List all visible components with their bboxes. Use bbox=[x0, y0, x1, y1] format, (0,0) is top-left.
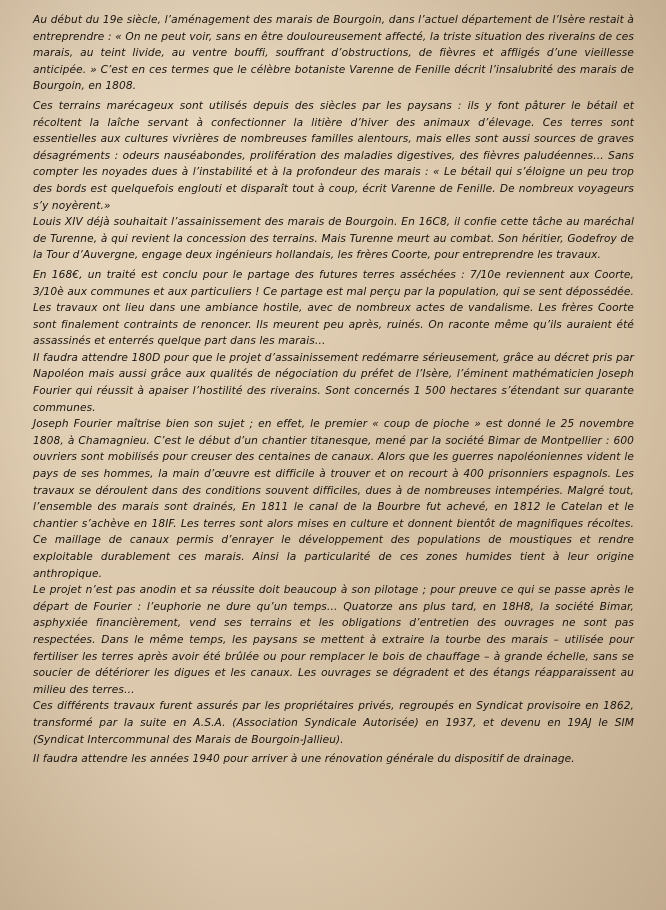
paragraph-treaty: En 168€, un traité est conclu pour le partage des futures terres asséchées : 7/10e reviennent aux Coorte, 3/10è aux communes et aux particuliers ! Ce partage est mal perçu par la population, qui se sent dépossédée. Les travaux ont lieu dans une ambiance hostile, avec de nombreux actes de vandalisme. Les frères Coorte sont finalement contraints de renoncer. Ils meurent peu après, ruinés. On raconte même qu’ils auraient été assassinés et enterrés quelque part dans les marais… bbox=[33, 268, 634, 348]
paragraph-renovation: Il faudra attendre les années 1940 pour arriver à une rénovation générale du dispositif de drainage. bbox=[33, 753, 575, 766]
paragraph-louis-xiv: Louis XIV déjà souhaitait l’assainissement des marais de Bourgoin. En 16C8, il confie cette tâche au maréchal de Turenne, à qui revient la concession des terrains. Mais Turenne meurt au combat. Son héritier, Godefroy de la Tour d’Auvergne, engage deux ingénieurs hollandais, les frères Coorte, pour entreprendre les travaux. bbox=[33, 216, 634, 262]
paragraph-decline: Le projet n’est pas anodin et sa réussite doit beaucoup à son pilotage ; pour preuve ce qui se passe après le départ de Fourier : l’euphorie ne dure qu’un temps… Quatorze ans plus tard, en 18H8, la société Bimar, asphyxiée financièrement, vend ses terrains et les obligations d’entretien des ouvrages ne sont pas respectées. Dans le même temps, les paysans se mettent à extraire la tourbe des marais – utilisée pour fertiliser les terres après avoir été brûlée ou pour remplacer le bois de chauffage – à grande échelle, sans se soucier de détériorer les digues et les canaux. Les ouvrages se dégradent et des étangs réapparaissent au milieu des terres… bbox=[33, 584, 634, 696]
paragraph-marshland-use: Ces terrains marécageux sont utilisés depuis des siècles par les paysans : ils y font pâturer le bétail et récoltent la laîche servant à confectionner la litière d’hiver des animaux d’élevage. Ces terres sont essentielles aux cultures vivrières de nombreuses familles alentours, mais elles sont aussi sources de graves désagréments : odeurs nauséabondes, prolifération des maladies digestives, des fièvres paludéennes… Sans compter les noyades dues à l’instabilité et à la profondeur des marais : « Le bétail qui s’éloigne un peu trop des bords est quelquefois englouti et disparaît tout à coup, écrit Varenne de Fenille. De nombreux voyageurs s’y noyèrent.» bbox=[33, 99, 634, 212]
paragraph-fourier-project: Il faudra attendre 180D pour que le projet d’assainissement redémarre sérieusement, grâce au décret pris par Napoléon mais aussi grâce aux qualités de négociation du préfet de l’Isère, l’éminent mathématicien Joseph Fourier qui réussit à apaiser l’hostilité des riverains. Sont concernés 1 500 hectares s’étendant sur quarante communes. bbox=[33, 351, 634, 414]
paragraph-construction: Joseph Fourier maîtrise bien son sujet ; en effet, le premier « coup de pioche » est donné le 25 novembre 1808, à Chamagnieu. C’est le début d’un chantier titanesque, mené par la société Bimar de Montpellier : 600 ouvriers sont mobilisés pour creuser des centaines de canaux. Alors que les guerres napoléoniennes vident le pays de ses hommes, la main d’œuvre est difficile à trouver et on recourt à 400 prisonniers espagnols. Les travaux se déroulent dans des conditions souvent difficiles, dues à de nombreuses intempéries. Malgré tout, l’ensemble des marais sont drainés, En 1811 le canal de la Bourbre fut achevé, en 1812 le Catelan et le chantier s’achève en 18IF. Les terres sont alors mises en culture et donnent bientôt de magnifiques récoltes. Ce maillage de canaux permis d’enrayer le développement des populations de moustiques et rendre exploitable durablement ces marais. Ainsi la particularité de ces zones humides tient à leur origine anthropique. bbox=[33, 418, 634, 580]
paragraph-intro: Au début du 19e siècle, l’aménagement des marais de Bourgoin, dans l’actuel département de l’Isère restait à entreprendre : « On ne peut voir, sans en être douloureusement affecté, la triste situation des riverains de ces marais, au teint livide, au ventre bouffi, souffrant d’obstructions, de fièvres et affligés d’une vieillesse anticipée. » C’est en ces termes que le célèbre botaniste Varenne de Fenille décrit l’insalubrité des marais de Bourgoin, en 1808. bbox=[33, 14, 634, 93]
paragraph-syndicate: Ces différents travaux furent assurés par les propriétaires privés, regroupés en Syndicat provisoire en 1862, transformé par la suite en A.S.A. (Association Syndicale Autorisée) en 1937, et devenu en 19AJ le SIM (Syndicat Intercommunal des Marais de Bourgoin-Jallieu). bbox=[33, 700, 634, 746]
